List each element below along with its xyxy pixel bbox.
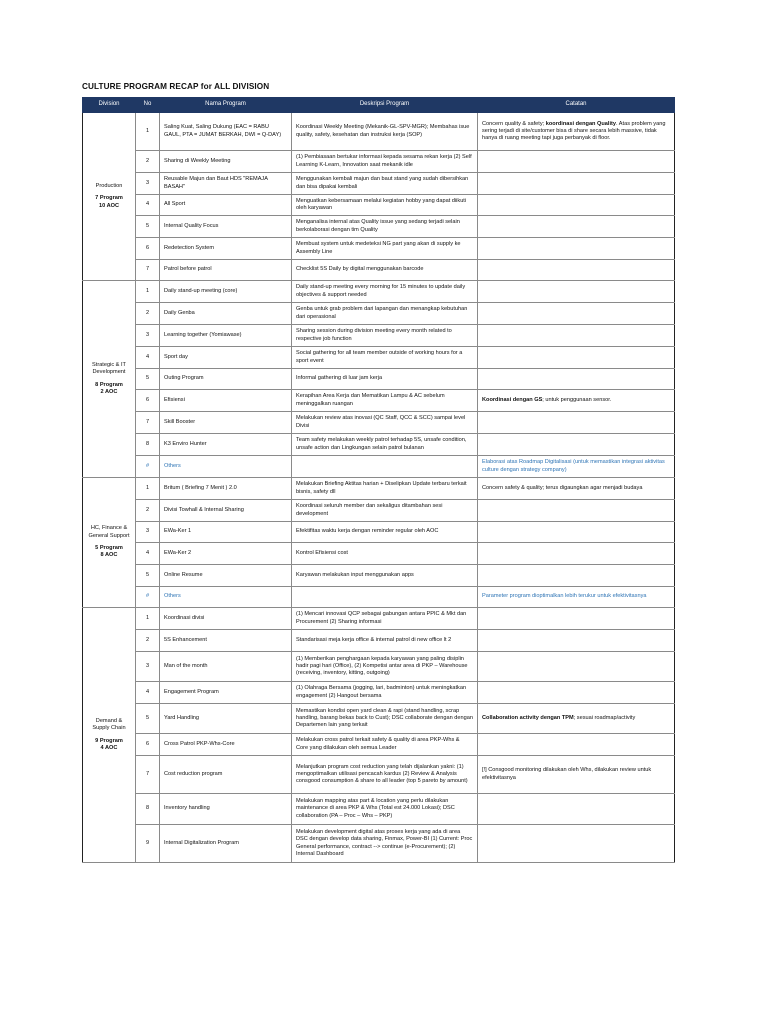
program-name: All Sport [160, 195, 292, 216]
program-note [478, 682, 675, 704]
program-description: Membuat system untuk medeteksi NG part yang akan di supply ke Assembly Line [292, 238, 478, 260]
program-name: Others [160, 456, 292, 478]
program-note [478, 151, 675, 173]
row-number: 2 [136, 500, 160, 522]
program-description: Menganalisa internal atas Quality issue yang sedang terjadi selain berkolaborasi dengan tim Quality [292, 216, 478, 238]
division-aoc-count: 8 AOC [100, 552, 118, 559]
program-name: Outing Program [160, 369, 292, 390]
row-number: 4 [136, 682, 160, 704]
program-name: Learning together (Yomiawase) [160, 325, 292, 347]
program-note [478, 704, 675, 734]
table-row [83, 260, 675, 281]
program-name: Daily stand-up meeting (core) [160, 281, 292, 303]
table-row [83, 303, 675, 325]
table-row [83, 543, 675, 565]
program-note [478, 238, 675, 260]
row-number: 8 [136, 794, 160, 825]
program-note [478, 608, 675, 630]
table-row [83, 216, 675, 238]
program-note [478, 281, 675, 303]
table-row [83, 652, 675, 682]
program-note [478, 113, 675, 151]
program-name: Sport day [160, 347, 292, 369]
note-text: ; sesuai roadmap/activity [573, 714, 636, 721]
program-description: Efektifitas waktu kerja dengan reminder regular oleh AOC [292, 522, 478, 543]
division-program-count: 9 Program [95, 737, 123, 744]
program-note [478, 565, 675, 587]
table-row [83, 478, 675, 500]
division-aoc-count: 2 AOC [100, 388, 118, 395]
program-name: Saling Kuat, Saling Dukung (EAC = RABU GAUL, PTA = JUMAT BERKAH, DWI = Q-DAY) [160, 113, 292, 151]
note-text: Concern safety & quality; terus digaungkan agar menjadi budaya [482, 484, 643, 491]
table-header-row [83, 98, 675, 113]
program-note [478, 303, 675, 325]
note-bold-text: Collaboration activity dengan TPM [482, 714, 574, 721]
table-row [83, 113, 675, 151]
program-name: Daily Genba [160, 303, 292, 325]
row-number: 5 [136, 704, 160, 734]
program-name: Skill Booster [160, 412, 292, 434]
program-note [478, 434, 675, 456]
row-number: 4 [136, 543, 160, 565]
table-row [83, 608, 675, 630]
table-row [83, 151, 675, 173]
program-note [478, 630, 675, 652]
table-row [83, 756, 675, 794]
row-number: # [136, 456, 160, 478]
program-description: (1) Memberikan penghargaan kepada karyawan yang paling disiplin hadir pagi hari (Office), (2) Kompetisi antar area di PKP – Warehouse (receiving, inventory, kitting, outgoing) [292, 652, 478, 682]
program-name: K3 Enviro Hunter [160, 434, 292, 456]
header-division: Division [83, 98, 136, 113]
division-cell [83, 478, 136, 608]
table-row [83, 704, 675, 734]
program-description: Checklist 5S Daily by digital menggunakan barcode [292, 260, 478, 281]
program-note [478, 652, 675, 682]
row-number: 5 [136, 216, 160, 238]
row-number: 6 [136, 734, 160, 756]
table-row [83, 630, 675, 652]
table-row [83, 682, 675, 704]
program-description: Daily stand-up meeting every morning for 15 minutes to update daily objectives & support needed [292, 281, 478, 303]
program-description: Melakukan development digital atas proses kerja yang ada di area DSC dengan develop data sharing, Finmax, Power-BI (1) Current: Proc General performance, contract --> continue (e-Procurement); (2) Internal Dashboard [292, 825, 478, 863]
row-number: 4 [136, 347, 160, 369]
note-text: . Atas problem yang sering terjadi di site/customer bisa di share secara lebih massive, tidak hanya di ruang meeting tapi juga perbanyak di floor. [482, 120, 666, 142]
row-number: 2 [136, 151, 160, 173]
program-name: EWa-Ker 1 [160, 522, 292, 543]
program-description: Sharing session during division meeting every month related to respective job function [292, 325, 478, 347]
program-name: Inventory handling [160, 794, 292, 825]
program-description: Standarisasi meja kerja office & internal patrol di new office lt 2 [292, 630, 478, 652]
table-row [83, 456, 675, 478]
division-name: Strategic & IT Development [92, 361, 126, 376]
program-note [478, 500, 675, 522]
program-description: Melanjutkan program cost reduction yang telah dijalankan yakni: (1) mengoptimalkan utilisasi pencacah kardus (2) Review & Analysis consgood consumption & share to all leader (top 5 pareto by amount) [292, 756, 478, 794]
program-description: Kontrol Efisiensi cost [292, 543, 478, 565]
table-row [83, 238, 675, 260]
program-note [478, 260, 675, 281]
program-name: Sharing di Weekly Meeting [160, 151, 292, 173]
table-row [83, 195, 675, 216]
division-name: Demand & Supply Chain [92, 717, 126, 732]
page-title: CULTURE PROGRAM RECAP for ALL DIVISION [82, 82, 270, 91]
row-number: 6 [136, 238, 160, 260]
header-notes: Catatan [478, 98, 675, 113]
program-note [478, 478, 675, 500]
row-number: 1 [136, 113, 160, 151]
program-note [478, 347, 675, 369]
note-text: ; untuk penggunaan sensor. [542, 396, 612, 403]
program-description: Genba untuk grab problem dari lapangan dan menangkap kebutuhan dari operasional [292, 303, 478, 325]
note-highlight-text: Elaborasi atas Roadmap Digitalisasi (untuk memastikan integrasi aktivitas culture dengan strategy company) [482, 459, 665, 473]
note-text: Concern quality & safety; [482, 120, 546, 127]
table-row [83, 412, 675, 434]
row-number: 1 [136, 281, 160, 303]
program-name: Internal Quality Focus [160, 216, 292, 238]
header-no: No [136, 98, 160, 113]
row-number: 8 [136, 434, 160, 456]
row-number: 2 [136, 303, 160, 325]
note-highlight-text: Parameter program dioptimalkan lebih terukur untuk efektivitasnya [482, 593, 647, 600]
row-number: 1 [136, 608, 160, 630]
program-name: Cost reduction program [160, 756, 292, 794]
row-number: 2 [136, 630, 160, 652]
program-note [478, 369, 675, 390]
row-number: 3 [136, 325, 160, 347]
program-description: Menggunakan kembali majun dan baut stand yang sudah dibersihkan dan bisa dipakai kembali [292, 173, 478, 195]
program-note [478, 412, 675, 434]
division-cell [83, 281, 136, 478]
program-name: Efisiensi [160, 390, 292, 412]
program-description: Social gathering for all team member outside of working hours for a sport event [292, 347, 478, 369]
note-text: [!] Consgood monitoring dilakukan oleh Whs, dilakukan review untuk efektivitasnya [482, 767, 652, 781]
program-note [478, 173, 675, 195]
row-number: 1 [136, 478, 160, 500]
program-name: Patrol before patrol [160, 260, 292, 281]
program-description [292, 456, 478, 478]
row-number: 7 [136, 756, 160, 794]
table-row [83, 825, 675, 863]
program-description: Karyawan melakukan input menggunakan apps [292, 565, 478, 587]
program-description: Informal gathering di luar jam kerja [292, 369, 478, 390]
row-number: 6 [136, 390, 160, 412]
program-name: Redetection System [160, 238, 292, 260]
program-note [478, 522, 675, 543]
program-description: Menguatkan kebersamaan melalui kegiatan hobby yang dapat diikuti oleh karyawan [292, 195, 478, 216]
table-row [83, 587, 675, 608]
program-description: (1) Mencari innovasi QCP sebagai gabungan antara PPIC & Mkt dan Procurement (2) Sharing informasi [292, 608, 478, 630]
table-row [83, 565, 675, 587]
row-number: # [136, 587, 160, 608]
program-description: Team safety melakukan weekly patrol terhadap 5S, unsafe condition, unsafe action dan Lingkungan selain patrol bulanan [292, 434, 478, 456]
program-name: Man of the month [160, 652, 292, 682]
table-row [83, 500, 675, 522]
note-bold-text: Koordinasi dengan GS [482, 396, 543, 403]
program-note [478, 756, 675, 794]
table-row [83, 325, 675, 347]
table-row [83, 173, 675, 195]
row-number: 7 [136, 260, 160, 281]
division-aoc-count: 4 AOC [100, 744, 118, 751]
row-number: 5 [136, 369, 160, 390]
program-name: Engagement Program [160, 682, 292, 704]
header-program: Nama Program [160, 98, 292, 113]
table-row [83, 369, 675, 390]
program-description: Melakukan Briefing Aktitas harian + Diselipkan Update terbaru terkait bisnis, safety dll [292, 478, 478, 500]
program-description [292, 587, 478, 608]
program-description: Melakukan cross patrol terkait safety & quality di area PKP-Whs & Core yang dilakukan oleh semua Leader [292, 734, 478, 756]
program-note [478, 325, 675, 347]
program-name: Koordinasi divisi [160, 608, 292, 630]
header-description: Deskripsi Program [292, 98, 478, 113]
program-description: Melakukan review atas inovasi (QC Staff, QCC & SCC) sampai level Divisi [292, 412, 478, 434]
table-row [83, 390, 675, 412]
program-description: (1) Pembiasaan bertukar informasi kepada sesama rekan kerja (2) Self Learning K-Learn, Innovation saat mekanik idle [292, 151, 478, 173]
table-row [83, 794, 675, 825]
program-description: Memastikan kondisi open yard clean & rapi (stand handling, scrap handling, barang bekas back to Cust); DSC collaborate dengan dengan Departemen lain yang terkait [292, 704, 478, 734]
program-note [478, 216, 675, 238]
program-note [478, 456, 675, 478]
division-program-count: 5 Program [95, 545, 123, 551]
table-row [83, 734, 675, 756]
row-number: 5 [136, 565, 160, 587]
program-note [478, 543, 675, 565]
program-note [478, 794, 675, 825]
program-description: Melakukan mapping atas part & location yang perlu dilakukan maintenance di area PKP & Whs (Total est 24.000 Lokasi); DSC collaboration (PA – Proc – Whs – PKP) [292, 794, 478, 825]
division-name: Production [95, 183, 123, 190]
culture-program-table [82, 97, 675, 863]
program-description: (1) Olahraga Bersama (jogging, lari, badminton) untuk meningkatkan engagement (2) Hangout bersama [292, 682, 478, 704]
program-note [478, 390, 675, 412]
table-row [83, 347, 675, 369]
program-name: Yard Handling [160, 704, 292, 734]
program-name: 5S Enhancement [160, 630, 292, 652]
row-number: 9 [136, 825, 160, 863]
row-number: 7 [136, 412, 160, 434]
division-cell [83, 608, 136, 863]
table-row [83, 522, 675, 543]
division-name: HC, Finance & General Support [88, 525, 130, 539]
division-aoc-count: 10 AOC [99, 202, 119, 209]
row-number: 3 [136, 522, 160, 543]
program-description: Koordinasi Weekly Meeting (Mekanik-GL-SPV-MGR); Membahas isue quality, safety, kesehatan dan instruksi kerja (SOP) [292, 113, 478, 151]
row-number: 3 [136, 652, 160, 682]
program-name: Reusable Majun dan Baut HDS "REMAJA BASAH" [160, 173, 292, 195]
program-note [478, 195, 675, 216]
program-name: EWa-Ker 2 [160, 543, 292, 565]
program-name: Others [160, 587, 292, 608]
program-name: Internal Digitalization Program [160, 825, 292, 863]
program-note [478, 734, 675, 756]
division-program-count: 7 Program [95, 195, 123, 202]
program-description: Koordinasi seluruh member dan sekaligus ditambahan sesi development [292, 500, 478, 522]
row-number: 4 [136, 195, 160, 216]
row-number: 3 [136, 173, 160, 195]
note-bold-text: koordinasi dengan Quality [545, 120, 616, 127]
program-name: Britum ( Briefing 7 Menit ) 2.0 [160, 478, 292, 500]
program-name: Online Resume [160, 565, 292, 587]
division-program-count: 8 Program [95, 381, 123, 388]
program-note [478, 587, 675, 608]
division-cell [83, 113, 136, 281]
program-name: Cross Patrol PKP-Whs-Core [160, 734, 292, 756]
table-row [83, 434, 675, 456]
table-row [83, 281, 675, 303]
program-note [478, 825, 675, 863]
program-description: Kerapihan Area Kerja dan Mematikan Lampu & AC sebelum meninggalkan ruangan [292, 390, 478, 412]
program-name: Divisi Towhall & Internal Sharing [160, 500, 292, 522]
